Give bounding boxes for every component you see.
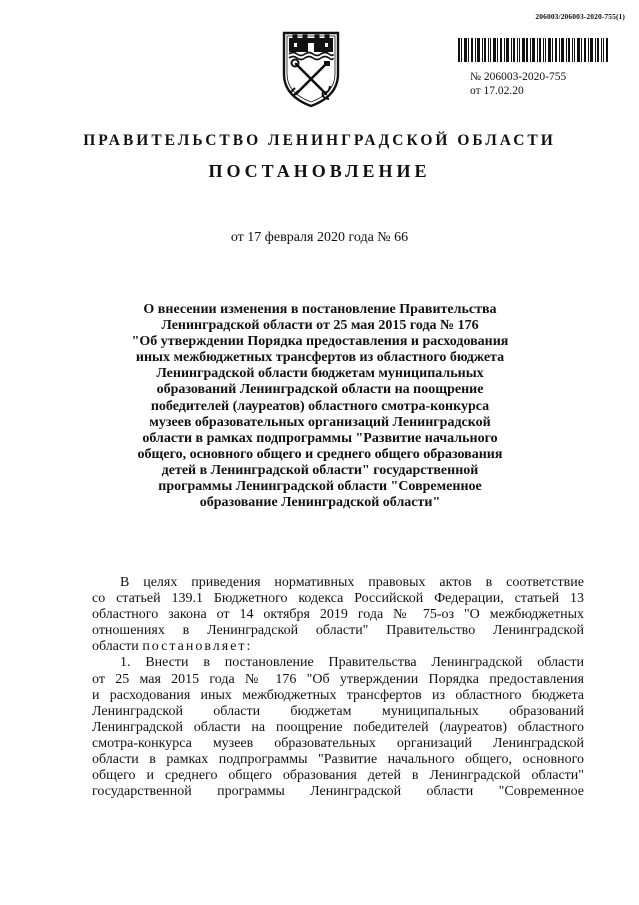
body-line: Ленинградской области бюджетам муниципальных образований — [92, 703, 584, 719]
body-line-start: области — [92, 639, 139, 655]
body-line: от 25 мая 2015 года № 176 "Об утверждении Порядка предоставления — [92, 671, 584, 687]
body-line: общего и среднего общего образования детей в Ленинградской области" — [92, 768, 584, 784]
body-line: области в рамках подпрограммы "Развитие начального общего, основного — [92, 752, 584, 768]
body-line: отношениях в Ленинградской области" Правительство Ленинградской — [92, 623, 584, 639]
title-line: детей в Ленинградской области" государственной — [161, 462, 479, 478]
body-line: областного закона от 14 октября 2019 года № 75-оз "О межбюджетных — [92, 607, 584, 623]
title-line: области в рамках подпрограммы "Развитие начального — [142, 430, 498, 446]
title-line: Ленинградской области от 25 мая 2015 года № 176 — [161, 318, 479, 334]
authority-heading: ПРАВИТЕЛЬСТВО ЛЕНИНГРАДСКОЙ ОБЛАСТИ — [83, 132, 556, 149]
body-line: государственной программы Ленинградской области "Современное — [92, 784, 584, 800]
leningrad-oblast-coat-of-arms-icon — [281, 30, 341, 108]
title-line: победителей (лауреатов) областного смотра-конкурса — [150, 398, 490, 414]
body-line: со статьей 139.1 Бюджетного кодекса Российской Федерации, статьей 13 — [92, 591, 584, 607]
title-line: образований Ленинградской области на поощрение — [156, 382, 484, 398]
title-line: иных межбюджетных трансфертов из областного бюджета — [135, 350, 505, 366]
body-line: 1. Внести в постановление Правительства Ленинградской области — [120, 655, 584, 671]
document-title — [110, 302, 530, 511]
barcode — [458, 38, 608, 62]
document-reference-code: 206003/206003-2020-755(1) — [535, 12, 625, 21]
document-type-heading: ПОСТАНОВЛЕНИЕ — [208, 161, 431, 181]
body-line — [92, 639, 584, 655]
registration-block — [470, 70, 566, 98]
registration-date: от 17.02.20 — [470, 85, 524, 97]
title-line: Ленинградской области бюджетам муниципальных — [156, 366, 484, 382]
body-line: Ленинградской области на поощрение победителей (лауреатов) областного — [92, 719, 584, 735]
body-line: и расходования иных межбюджетных трансфертов из областного бюджета — [92, 687, 584, 703]
document-body — [92, 575, 584, 800]
document-date-line: от 17 февраля 2020 года № 66 — [230, 230, 409, 245]
title-line: музеев образовательных организаций Ленинградской — [149, 414, 491, 430]
title-line: программы Ленинградской области "Современное — [158, 479, 482, 495]
registration-number: № 206003-2020-755 — [470, 71, 567, 83]
title-line: общего, основного общего и среднего общего образования — [137, 446, 503, 462]
body-line: смотра-конкурса музеев образовательных организаций Ленинградской — [92, 735, 584, 751]
decree-verb: постановляет: — [142, 639, 253, 655]
body-line: В целях приведения нормативных правовых актов в соответствие — [120, 575, 584, 590]
title-line: образование Ленинградской области" — [199, 495, 441, 511]
title-line: "Об утверждении Порядка предоставления и расходования — [131, 334, 509, 350]
title-line: О внесении изменения в постановление Правительства — [143, 302, 497, 317]
